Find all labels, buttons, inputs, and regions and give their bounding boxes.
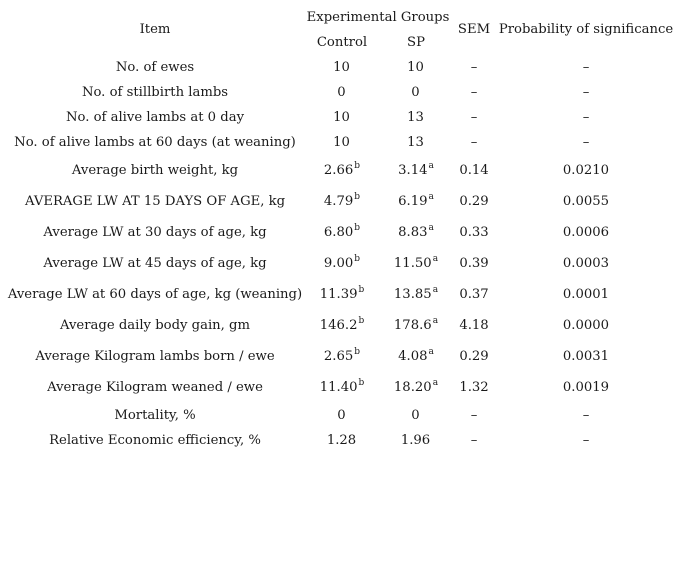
row-probability-cell-value: 0.0019 bbox=[562, 380, 610, 395]
row-control-cell bbox=[310, 434, 374, 447]
row-sem-cell bbox=[456, 136, 492, 149]
row-probability-cell bbox=[492, 61, 680, 74]
row-item-label bbox=[0, 111, 310, 124]
row-sp-cell-value: 10 bbox=[407, 60, 424, 75]
row-control-cell-superscript: b bbox=[354, 254, 361, 264]
row-control-cell-value: 9.00 bbox=[323, 256, 354, 271]
row-sp-cell-superscript: a bbox=[432, 285, 439, 295]
row-sem-cell-value: – bbox=[470, 85, 478, 100]
row-sem-cell-value: 0.39 bbox=[459, 256, 489, 271]
header-experimental-groups: Experimental Groups bbox=[306, 10, 450, 25]
header-sp: SP bbox=[407, 35, 425, 50]
row-control-cell bbox=[310, 86, 374, 99]
row-item-label-value: Average birth weight, kg bbox=[71, 163, 239, 178]
row-probability-cell bbox=[492, 409, 680, 422]
row-sem-cell bbox=[456, 257, 492, 270]
row-sp-cell bbox=[374, 434, 458, 447]
row-probability-cell-value: 0.0006 bbox=[562, 225, 610, 240]
row-sp-cell-value: 0 bbox=[411, 85, 420, 100]
row-sp-cell-superscript: a bbox=[432, 254, 439, 264]
row-sem-cell bbox=[456, 288, 492, 301]
row-sp-cell bbox=[374, 347, 458, 364]
row-sp-cell bbox=[374, 161, 458, 178]
row-item-label bbox=[0, 434, 310, 447]
row-sp-cell-superscript: a bbox=[428, 192, 434, 202]
row-sp-cell-superscript: a bbox=[428, 161, 434, 171]
row-probability-cell bbox=[492, 226, 680, 239]
row-sem-cell bbox=[456, 319, 492, 332]
row-probability-cell-value: 0.0031 bbox=[562, 349, 610, 364]
row-control-cell-value: 4.79 bbox=[323, 194, 354, 209]
row-sem-cell-value: – bbox=[470, 135, 478, 150]
row-sem-cell bbox=[456, 86, 492, 99]
row-item-label-value: Mortality, % bbox=[114, 408, 196, 423]
row-probability-cell-value: – bbox=[582, 60, 590, 75]
row-sp-cell-value: 3.14 bbox=[398, 163, 428, 178]
row-sp-cell-superscript: a bbox=[432, 316, 439, 326]
row-sem-cell-value: – bbox=[470, 60, 478, 75]
header-item: Item bbox=[139, 22, 171, 37]
row-probability-cell bbox=[492, 136, 680, 149]
row-control-cell-superscript: b bbox=[354, 192, 361, 202]
row-item-label bbox=[0, 195, 310, 208]
row-sp-cell-value: 1.96 bbox=[400, 433, 431, 448]
row-probability-cell bbox=[492, 86, 680, 99]
row-control-cell-value: 6.80 bbox=[323, 225, 354, 240]
row-item-label bbox=[0, 86, 310, 99]
row-control-cell bbox=[310, 378, 374, 395]
row-control-cell-value: 11.40 bbox=[319, 380, 358, 395]
row-sem-cell-value: 0.29 bbox=[459, 194, 489, 209]
row-sp-cell bbox=[374, 111, 458, 124]
row-item-label bbox=[0, 136, 310, 149]
row-probability-cell bbox=[492, 434, 680, 447]
row-control-cell-value: 2.66 bbox=[323, 163, 354, 178]
row-sem-cell-value: 0.29 bbox=[459, 349, 489, 364]
row-control-cell-value: 10 bbox=[333, 60, 350, 75]
row-probability-cell-value: 0.0001 bbox=[562, 287, 610, 302]
row-sp-cell-value: 11.50 bbox=[393, 256, 432, 271]
row-probability-cell-value: – bbox=[582, 408, 590, 423]
row-item-label-value: No. of alive lambs at 0 day bbox=[65, 110, 245, 125]
row-sp-cell bbox=[374, 223, 458, 240]
row-sem-cell bbox=[456, 226, 492, 239]
row-probability-cell-value: – bbox=[582, 433, 590, 448]
row-item-label-value: No. of ewes bbox=[115, 60, 195, 75]
row-control-cell-value: 11.39 bbox=[319, 287, 358, 302]
row-sp-cell-superscript: a bbox=[428, 223, 434, 233]
row-item-label bbox=[0, 61, 310, 74]
row-control-cell-value: 10 bbox=[333, 135, 350, 150]
row-sp-cell-superscript: a bbox=[428, 347, 434, 357]
row-sem-cell bbox=[456, 164, 492, 177]
row-probability-cell-value: – bbox=[582, 110, 590, 125]
row-sp-cell-value: 13.85 bbox=[393, 287, 432, 302]
row-control-cell-value: 1.28 bbox=[326, 433, 357, 448]
row-control-cell bbox=[310, 254, 374, 271]
header-control: Control bbox=[316, 35, 368, 50]
row-sp-cell bbox=[374, 192, 458, 209]
row-control-cell bbox=[310, 409, 374, 422]
row-sem-cell bbox=[456, 61, 492, 74]
row-sem-cell-value: 0.33 bbox=[459, 225, 489, 240]
row-sem-cell-value: – bbox=[470, 408, 478, 423]
row-probability-cell-value: – bbox=[582, 135, 590, 150]
row-sem-cell bbox=[456, 350, 492, 363]
row-item-label-value: No. of alive lambs at 60 days (at weaning) bbox=[14, 135, 296, 150]
row-sp-cell-value: 0 bbox=[411, 408, 420, 423]
row-control-cell bbox=[310, 111, 374, 124]
row-sp-cell-value: 18.20 bbox=[393, 380, 432, 395]
row-control-cell-superscript: b bbox=[354, 347, 361, 357]
header-sem: SEM bbox=[457, 22, 491, 37]
row-sp-cell bbox=[374, 316, 458, 333]
row-item-label-value: AVERAGE LW AT 15 DAYS OF AGE, kg bbox=[24, 194, 286, 209]
row-sp-cell-value: 4.08 bbox=[398, 349, 428, 364]
row-item-label bbox=[0, 319, 310, 332]
row-control-cell bbox=[310, 285, 374, 302]
row-item-label bbox=[0, 288, 310, 301]
row-sem-cell-value: 4.18 bbox=[459, 318, 489, 333]
row-control-cell-superscript: b bbox=[354, 161, 361, 171]
row-control-cell bbox=[310, 161, 374, 178]
row-sp-cell-value: 13 bbox=[407, 110, 424, 125]
row-sem-cell-value: 0.37 bbox=[459, 287, 489, 302]
row-probability-cell bbox=[492, 350, 680, 363]
row-control-cell bbox=[310, 61, 374, 74]
row-item-label-value: Average LW at 60 days of age, kg (weaning) bbox=[7, 287, 303, 302]
row-sp-cell-value: 8.83 bbox=[398, 225, 428, 240]
row-control-cell-value: 0 bbox=[337, 408, 346, 423]
row-control-cell-value: 10 bbox=[333, 110, 350, 125]
row-probability-cell bbox=[492, 319, 680, 332]
row-sp-cell-value: 178.6 bbox=[393, 318, 432, 333]
row-item-label bbox=[0, 409, 310, 422]
row-probability-cell-value: 0.0210 bbox=[562, 163, 610, 178]
row-item-label bbox=[0, 226, 310, 239]
row-sp-cell bbox=[374, 136, 458, 149]
row-probability-cell bbox=[492, 195, 680, 208]
row-probability-cell-value: – bbox=[582, 85, 590, 100]
row-control-cell-value: 0 bbox=[337, 85, 346, 100]
row-item-label-value: Average LW at 30 days of age, kg bbox=[43, 225, 267, 240]
row-control-cell bbox=[310, 136, 374, 149]
row-sp-cell-superscript: a bbox=[432, 378, 439, 388]
row-item-label bbox=[0, 164, 310, 177]
row-probability-cell-value: 0.0003 bbox=[562, 256, 610, 271]
row-control-cell-value: 2.65 bbox=[323, 349, 354, 364]
row-probability-cell bbox=[492, 164, 680, 177]
row-item-label bbox=[0, 350, 310, 363]
row-probability-cell-value: 0.0000 bbox=[562, 318, 610, 333]
row-control-cell bbox=[310, 192, 374, 209]
row-sp-cell bbox=[374, 378, 458, 395]
row-sp-cell bbox=[374, 285, 458, 302]
row-sem-cell bbox=[456, 381, 492, 394]
row-sem-cell-value: 1.32 bbox=[459, 380, 489, 395]
row-sem-cell-value: – bbox=[470, 433, 478, 448]
row-sem-cell bbox=[456, 409, 492, 422]
row-probability-cell bbox=[492, 381, 680, 394]
row-item-label-value: Average LW at 45 days of age, kg bbox=[43, 256, 267, 271]
row-control-cell-superscript: b bbox=[358, 285, 365, 295]
row-sp-cell bbox=[374, 254, 458, 271]
row-probability-cell bbox=[492, 111, 680, 124]
row-sem-cell bbox=[456, 195, 492, 208]
row-item-label-value: No. of stillbirth lambs bbox=[81, 85, 229, 100]
header-probability: Probability of significance bbox=[498, 22, 674, 37]
row-sem-cell-value: – bbox=[470, 110, 478, 125]
row-control-cell bbox=[310, 316, 374, 333]
row-control-cell bbox=[310, 347, 374, 364]
row-item-label-value: Average daily body gain, gm bbox=[59, 318, 251, 333]
row-sp-cell-value: 6.19 bbox=[398, 194, 428, 209]
row-item-label bbox=[0, 257, 310, 270]
row-sem-cell bbox=[456, 434, 492, 447]
row-control-cell bbox=[310, 223, 374, 240]
row-item-label bbox=[0, 381, 310, 394]
row-probability-cell bbox=[492, 257, 680, 270]
row-control-cell-superscript: b bbox=[354, 223, 361, 233]
row-sp-cell-value: 13 bbox=[407, 135, 424, 150]
row-probability-cell-value: 0.0055 bbox=[562, 194, 610, 209]
row-probability-cell bbox=[492, 288, 680, 301]
row-sem-cell-value: 0.14 bbox=[459, 163, 489, 178]
row-item-label-value: Relative Economic efficiency, % bbox=[49, 433, 261, 448]
row-sem-cell bbox=[456, 111, 492, 124]
row-item-label-value: Average Kilogram weaned / ewe bbox=[47, 380, 263, 395]
row-control-cell-superscript: b bbox=[358, 316, 365, 326]
row-control-cell-superscript: b bbox=[358, 378, 365, 388]
row-control-cell-value: 146.2 bbox=[319, 318, 358, 333]
row-sp-cell bbox=[374, 86, 458, 99]
row-sp-cell bbox=[374, 409, 458, 422]
row-sp-cell bbox=[374, 61, 458, 74]
row-item-label-value: Average Kilogram lambs born / ewe bbox=[35, 349, 275, 364]
